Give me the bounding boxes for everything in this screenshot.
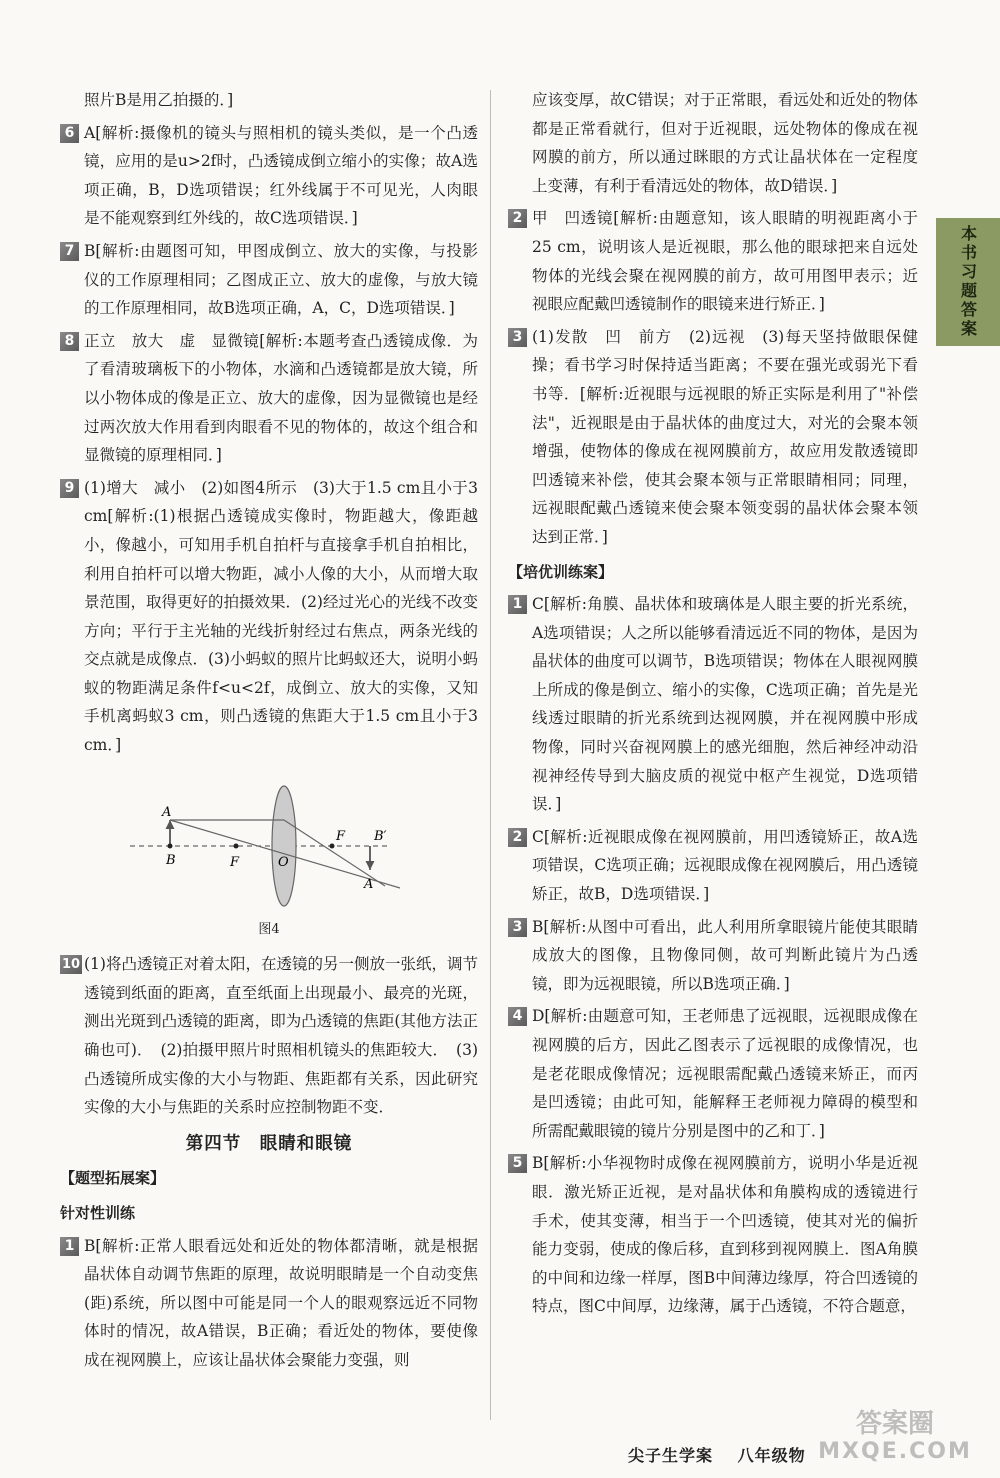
page-footer [628,1443,824,1466]
item-text: D[解析:由题意可知，王老师患了远视眼，远视眼成像在视网膜的后方，因此乙图表示了远视眼的成像情况，也是老花眼成像情况；远视眼需配戴凸透镜来矫正，而丙是凹透镜；由此可知，能解释王老师视力障碍的模型和所需配戴眼镜的镜片分别是图中的乙和丁．] [532,1007,918,1140]
column-divider [490,90,491,1420]
answer-item-b3 [508,913,918,999]
item-number: 3 [508,328,527,347]
focal-point-left [234,843,239,848]
item-text: (1)将凸透镜正对着太阳，在透镜的另一侧放一张纸，调节透镜到纸面的距离，直至纸面上出现最小、最亮的光斑，测出光斑到凸透镜的距离，即为凸透镜的焦距(其他方法正确也可)． (2)拍摄甲照片时照相机镜头的焦距较大． (3)凸透镜所成实像的大小与物距、焦距都有关系，因此研究实像的大小与焦距的关系时应控制物距不变． [84,955,478,1117]
item-number: 2 [508,209,527,228]
section-heading: 【题型拓展案】 [60,1169,166,1188]
continuation-text: 应该变厚，故C错误；对于正常眼，看远处和近处的物体都是正常看就行，但对于近视眼，远处物体的像成在视网膜的前方，所以通过眯眼的方式让晶状体在一定程度上变薄，有利于看清远处的物体，故D错误．] [532,91,918,195]
item-text: (1)发散 凹 前方 (2)远视 (3)每天坚持做眼保健操；看书学习时保持适当距离；不要在强光或弱光下看书等．[解析:近视眼与远视眼的矫正实际是利用了"补偿法"，近视眼是由于晶状体的曲度过大，对光的会聚本领增强，使物体的像成在视网膜前方，故应用发散透镜即凹透镜来补偿，使其会聚本领与正常眼睛相同；同理，远视眼配戴凸透镜来使会聚本领变弱的晶状体会聚本领达到正常．] [532,327,918,546]
item-number: 5 [508,1154,527,1173]
item-text: 正立 放大 虚 显微镜[解析:本题考查凸透镜成像．为了看清玻璃板下的小物体，水滴和凸透镜都是放大镜，所以小物体成的像是正立、放大的虚像，因为显微镜也是经过两次放大作用看到肉眼看不见的物体的，故这个组合和显微镜的原理相同．] [84,331,478,465]
answer-item-b1 [508,590,918,819]
subsection-heading: 针对性训练 [60,1204,136,1222]
intro-line: 照片B是用乙拍摄的．] [84,91,234,109]
item-number: 1 [60,1237,79,1256]
item-text: B[解析:从图中可看出，此人利用所拿眼镜片能使其眼睛成放大的图像，且物像同侧，故可判断此镜片为凸透镜，即为远视眼镜，所以B选项正确．] [532,917,918,993]
label-o: O [278,854,289,870]
item-number: 10 [61,957,81,973]
answer-item-b5 [508,1149,918,1321]
label-b-prime: B′ [374,828,387,844]
footer-book-title: 尖子生学案 [628,1446,714,1465]
focal-point-right [330,843,335,848]
item-number: 6 [60,124,79,143]
answer-item-b2 [508,823,918,909]
figure-caption: 图4 [258,921,280,937]
figure-4-lens-diagram [60,764,478,912]
item-number: 8 [60,332,79,351]
answer-item-6 [60,119,478,233]
item-text: (1)增大 减小 (2)如图4所示 (3)大于1.5 cm且小于3 cm[解析:(1)根据凸透镜成实像时，物距越大，像距越小，像越小，可知用手机自拍杆与直接拿手机自拍相比，利用自拍杆可以增大物距，减小人像的大小，从而增大取景范围，取得更好的拍摄效果．(2)经过光心的光线不改变方向；平行于主光轴的光线折射经过右焦点，两条光线的交点就是成像点．(3)小蚂蚁的照片比蚂蚁还大，说明小蚂蚁的物距满足条件f<u<2f，成倒立、放大的实像，又知手机离蚂蚁3 cm，则凸透镜的焦距大于1.5 cm且小于3 cm．] [84,478,478,755]
item-text: B[解析:小华视物时成像在视网膜前方，说明小华是近视眼．激光矫正近视，是对晶状体和角膜构成的透镜进行手术，使其变薄，相当于一个凹透镜，使其对光的偏折能力变弱，使成的像后移，直到移到视网膜上．图A角膜的中间和边缘一样厚，图B中间薄边缘厚，符合凹透镜的特点，图C中间厚，边缘薄，属于凸透镜，不符合题意， [532,1154,918,1316]
lens-ray-diagram [60,764,478,912]
item-text: B[解析:正常人眼看远处和近处的物体都清晰，就是根据晶状体自动调节焦距的原理，故说明眼睛是一个自动变焦(距)系统，所以图中可能是同一个人的眼观察远近不同物体时的情况，故A错误，B正确；看近处的物体，要使像成在视网膜上，应该让晶状体会聚能力变强，则 [84,1236,478,1369]
item-text: A[解析:摄像机的镜头与照相机的镜头类似，是一个凸透镜，应用的是u>2f时，凸透镜成倒立缩小的实像；故A选项正确，B，D选项错误；红外线属于不可见光，人肉眼是不能观察到红外线的，故C选项错误．] [84,123,478,228]
item-number: 3 [508,918,527,937]
item-number: 7 [60,242,79,261]
convex-lens [272,786,296,906]
answer-item-3 [508,323,918,552]
chapter-title: 第四节 眼睛和眼镜 [185,1133,353,1154]
label-f-left: F [230,854,240,870]
item-text: C[解析:角膜、晶状体和玻璃体是人眼主要的折光系统，A选项错误；人之所以能够看清远近不同的物体，是因为晶状体的曲度可以调节，B选项错误；物体在人眼视网膜上所成的像是倒立、缩小的实像，C选项正确；首先是光线透过眼睛的折光系统到达视网膜，并在视网膜中形成物像，同时兴奋视网膜上的感光细胞，然后神经冲动沿视神经传导到大脑皮质的视觉中枢产生视觉，D选项错误．] [532,595,918,814]
section-heading: 【培优训练案】 [508,562,614,581]
left-column [60,86,478,1379]
label-f-right: F [336,828,346,844]
side-tab-label: 本书习题答案 [936,218,1000,346]
item-number: 2 [508,828,527,847]
watermark-logo [800,1410,990,1466]
answer-item-2 [508,204,918,318]
item-text: B[解析:由题图可知，甲图成倒立、放大的实像，与投影仪的工作原理相同；乙图成正立、放大的虚像，与放大镜的工作原理相同，故B选项正确，A，C，D选项错误．] [84,241,478,318]
point-b [168,843,173,848]
item-text: 甲 凹透镜[解析:由题意知，该人眼睛的明视距离小于25 cm，说明该人是近视眼，那么他的眼球把来自远处物体的光线会聚在视网膜的前方，故可用图甲表示；近视眼应配戴凹透镜制作的眼镜来进行矫正．] [532,209,918,314]
item-number: 4 [508,1007,527,1026]
right-column [508,86,918,1325]
answer-item-9 [60,474,478,760]
watermark-line1: 答案圈 [855,1409,934,1439]
item-text: C[解析:近视眼成像在视网膜前，用凹透镜矫正，故A选项错误，C选项正确；远视眼成像在视网膜后，用凸透镜矫正，故B，D选项错误．] [532,827,918,904]
item-number: 1 [508,595,527,614]
label-b: B [166,852,176,868]
answer-item-s1 [60,1232,478,1375]
label-a-bottom: A [364,876,374,892]
watermark-line2: MXQE.COM [818,1439,972,1464]
answer-item-7 [60,237,478,323]
answer-item-8 [60,327,478,470]
footer-grade: 八年级物 [737,1446,806,1465]
answer-item-b4 [508,1002,918,1145]
item-number: 9 [60,479,79,498]
answer-item-10 [60,950,478,1122]
label-a-top: A [162,804,172,820]
